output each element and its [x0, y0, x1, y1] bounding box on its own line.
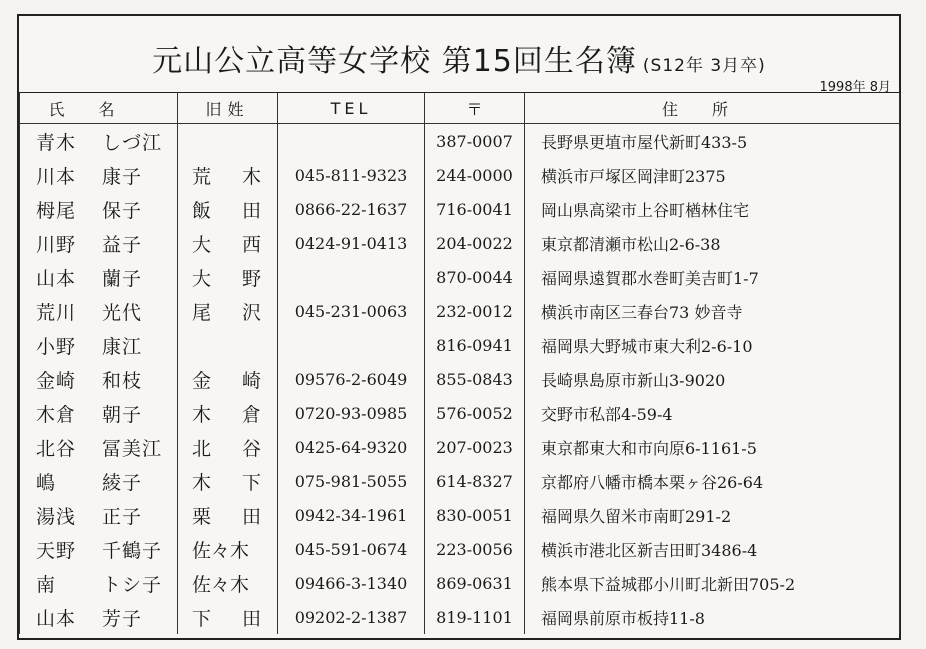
- member-last-name: 山本: [36, 267, 77, 290]
- member-last-name: 山本: [36, 607, 77, 630]
- old-surname-part1: 栗: [192, 505, 212, 528]
- table-row: [20, 464, 900, 498]
- member-first-name: 和枝: [102, 369, 143, 392]
- member-last-name: 小野: [36, 335, 77, 358]
- address: 長崎県島原市新山3-9020: [525, 362, 900, 396]
- table-row: [20, 124, 900, 159]
- member-first-name: 康江: [102, 335, 143, 358]
- postal-code: 819-1101: [425, 600, 525, 634]
- postal-code: 387-0007: [425, 124, 525, 159]
- old-surname: [178, 396, 278, 430]
- phone-number: 09202-2-1387: [278, 600, 425, 634]
- postal-code: 870-0044: [425, 260, 525, 294]
- old-surname-part2: 崎: [242, 369, 262, 392]
- member-first-name: 蘭子: [102, 267, 143, 290]
- phone-number: 045-591-0674: [278, 532, 425, 566]
- postal-code: 855-0843: [425, 362, 525, 396]
- table-row: [20, 498, 900, 532]
- old-surname-part1: 飯: [192, 199, 212, 222]
- member-name: [20, 600, 178, 634]
- phone-number: [278, 328, 425, 362]
- member-last-name: 川本: [36, 165, 77, 188]
- member-last-name: 湯浅: [36, 505, 77, 528]
- old-surname-part2: 倉: [242, 403, 262, 426]
- old-surname-part2: 野: [242, 267, 262, 290]
- column-header-zip: 〒: [425, 93, 525, 124]
- old-surname-part2: 谷: [242, 437, 262, 460]
- old-surname-part2: 沢: [242, 301, 262, 324]
- address: 福岡県大野城市東大利2-6-10: [525, 328, 900, 362]
- old-surname-part1: 尾: [192, 301, 212, 324]
- member-first-name: 益子: [102, 233, 143, 256]
- table-row: [20, 430, 900, 464]
- member-name: [20, 192, 178, 226]
- address: 交野市私部4-59-4: [525, 396, 900, 430]
- member-last-name: 川野: [36, 233, 77, 256]
- old-surname-part1: 大: [192, 267, 212, 290]
- address: 熊本県下益城郡小川町北新田705-2: [525, 566, 900, 600]
- postal-code: 816-0941: [425, 328, 525, 362]
- postal-code: 232-0012: [425, 294, 525, 328]
- phone-number: 045-231-0063: [278, 294, 425, 328]
- table-row: [20, 328, 900, 362]
- member-name: [20, 532, 178, 566]
- old-surname-part1: 下: [192, 607, 212, 630]
- roster-page: [17, 14, 901, 640]
- table-header-row: [20, 93, 900, 124]
- column-header-name: 氏名: [20, 93, 178, 124]
- address: 京都府八幡市橋本栗ヶ谷26-64: [525, 464, 900, 498]
- old-surname-part1: 北: [192, 437, 212, 460]
- member-name: [20, 328, 178, 362]
- old-surname: [178, 260, 278, 294]
- phone-number: 0720-93-0985: [278, 396, 425, 430]
- issue-date: 1998年 8月: [819, 80, 891, 95]
- old-surname: [178, 566, 278, 600]
- member-name: [20, 396, 178, 430]
- phone-number: [278, 260, 425, 294]
- phone-number: [278, 124, 425, 159]
- table-row: [20, 158, 900, 192]
- member-last-name: 嶋: [36, 471, 57, 494]
- member-first-name: 芳子: [102, 607, 143, 630]
- column-header-address: 住所: [525, 93, 900, 124]
- table-row: [20, 532, 900, 566]
- address: 東京都清瀬市松山2-6-38: [525, 226, 900, 260]
- member-name: [20, 158, 178, 192]
- table-row: [20, 226, 900, 260]
- member-first-name: 綾子: [102, 471, 143, 494]
- postal-code: 207-0023: [425, 430, 525, 464]
- postal-code: 223-0056: [425, 532, 525, 566]
- member-first-name: 冨美江: [102, 437, 163, 460]
- table-row: [20, 192, 900, 226]
- page-title: [19, 36, 899, 80]
- old-surname-part2: 田: [242, 199, 262, 222]
- member-name: [20, 294, 178, 328]
- old-surname: [178, 192, 278, 226]
- member-last-name: 荒川: [36, 301, 77, 324]
- address: 横浜市戸塚区岡津町2375: [525, 158, 900, 192]
- roster-table: [19, 92, 900, 634]
- old-surname: [178, 430, 278, 464]
- member-last-name: 木倉: [36, 403, 77, 426]
- old-surname-part2: 下: [242, 471, 262, 494]
- old-surname: [178, 328, 278, 362]
- address: 横浜市港北区新吉田町3486-4: [525, 532, 900, 566]
- old-surname: [178, 532, 278, 566]
- postal-code: 204-0022: [425, 226, 525, 260]
- address: 長野県更埴市屋代新町433-5: [525, 124, 900, 159]
- old-surname-part1: 金: [192, 369, 212, 392]
- old-surname: [178, 158, 278, 192]
- member-name: [20, 226, 178, 260]
- title-subtitle: (S12年 3月卒): [642, 56, 766, 76]
- member-first-name: 保子: [102, 199, 143, 222]
- member-last-name: 金崎: [36, 369, 77, 392]
- phone-number: 0424-91-0413: [278, 226, 425, 260]
- postal-code: 614-8327: [425, 464, 525, 498]
- address: 福岡県久留米市南町291-2: [525, 498, 900, 532]
- table-row: [20, 362, 900, 396]
- member-first-name: トシ子: [102, 573, 163, 596]
- old-surname-part1: 木: [192, 471, 212, 494]
- address: 東京都東大和市向原6-1161-5: [525, 430, 900, 464]
- table-row: [20, 566, 900, 600]
- old-surname: [178, 464, 278, 498]
- member-name: [20, 464, 178, 498]
- old-surname-part2: 木: [242, 165, 262, 188]
- address: 福岡県遠賀郡水巻町美吉町1-7: [525, 260, 900, 294]
- member-first-name: 千鶴子: [102, 539, 163, 562]
- old-surname: [178, 124, 278, 159]
- member-name: [20, 362, 178, 396]
- title-area: [19, 16, 899, 95]
- member-last-name: 天野: [36, 539, 77, 562]
- address: 岡山県高梁市上谷町楢林住宅: [525, 192, 900, 226]
- old-surname: [178, 362, 278, 396]
- old-surname-part2: 西: [242, 233, 262, 256]
- old-surname: [178, 498, 278, 532]
- old-surname: [178, 226, 278, 260]
- member-first-name: 朝子: [102, 403, 143, 426]
- member-first-name: 康子: [102, 165, 143, 188]
- member-first-name: 光代: [102, 301, 143, 324]
- member-name: [20, 124, 178, 159]
- postal-code: 869-0631: [425, 566, 525, 600]
- phone-number: 045-811-9323: [278, 158, 425, 192]
- table-row: [20, 294, 900, 328]
- old-surname-part1: 佐々木: [192, 573, 250, 596]
- member-name: [20, 430, 178, 464]
- old-surname-part1: 佐々木: [192, 539, 250, 562]
- table-row: [20, 260, 900, 294]
- member-name: [20, 566, 178, 600]
- member-last-name: 栂尾: [36, 199, 77, 222]
- phone-number: 0942-34-1961: [278, 498, 425, 532]
- phone-number: 09576-2-6049: [278, 362, 425, 396]
- postal-code: 716-0041: [425, 192, 525, 226]
- old-surname-part1: 荒: [192, 165, 212, 188]
- column-header-tel: TEL: [278, 93, 425, 124]
- member-first-name: 正子: [102, 505, 143, 528]
- table-row: [20, 600, 900, 634]
- phone-number: 09466-3-1340: [278, 566, 425, 600]
- address: 福岡県前原市板持11-8: [525, 600, 900, 634]
- old-surname-part1: 木: [192, 403, 212, 426]
- member-name: [20, 260, 178, 294]
- old-surname: [178, 294, 278, 328]
- member-last-name: 青木: [36, 131, 77, 154]
- postal-code: 576-0052: [425, 396, 525, 430]
- member-last-name: 南: [36, 573, 57, 596]
- postal-code: 830-0051: [425, 498, 525, 532]
- member-first-name: しづ江: [102, 131, 163, 154]
- phone-number: 0866-22-1637: [278, 192, 425, 226]
- title-text: 元山公立高等女学校 第15回生名簿: [152, 44, 637, 79]
- column-header-old-surname: 旧姓: [178, 93, 278, 124]
- member-last-name: 北谷: [36, 437, 77, 460]
- phone-number: 075-981-5055: [278, 464, 425, 498]
- old-surname-part2: 田: [242, 505, 262, 528]
- postal-code: 244-0000: [425, 158, 525, 192]
- old-surname: [178, 600, 278, 634]
- member-name: [20, 498, 178, 532]
- table-row: [20, 396, 900, 430]
- old-surname-part1: 大: [192, 233, 212, 256]
- phone-number: 0425-64-9320: [278, 430, 425, 464]
- old-surname-part2: 田: [242, 607, 262, 630]
- address: 横浜市南区三春台73 妙音寺: [525, 294, 900, 328]
